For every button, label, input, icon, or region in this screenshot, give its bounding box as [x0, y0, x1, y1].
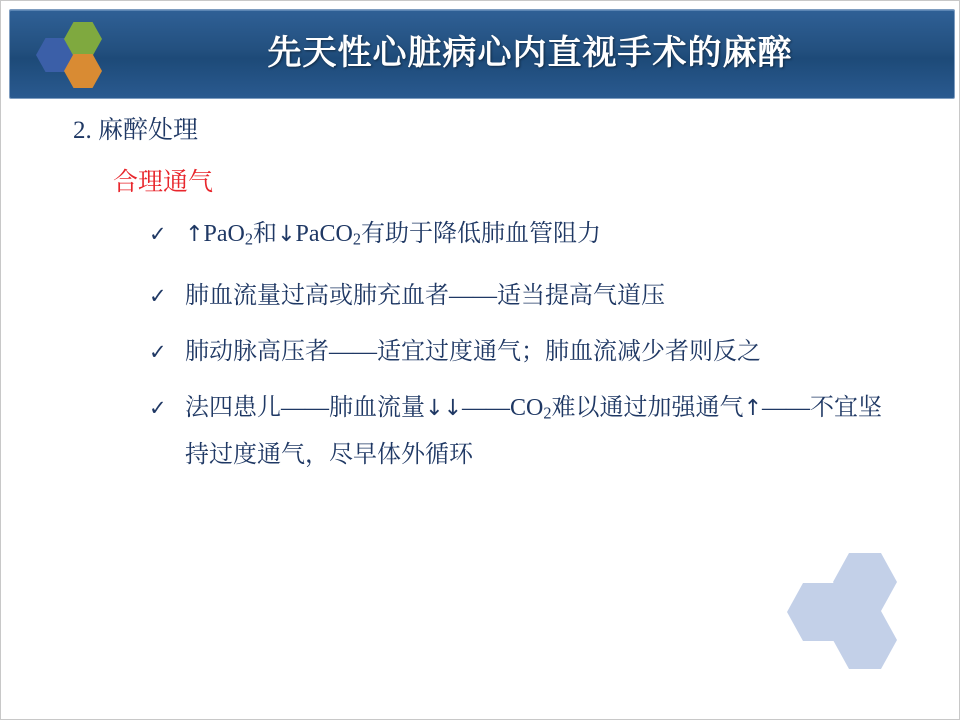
slide-title: 先天性心脏病心内直视手术的麻醉 [267, 35, 793, 72]
logo-hexagon-cluster [36, 22, 126, 88]
checkmark-icon: ✓ [149, 339, 167, 364]
bottom-band [1, 715, 960, 719]
list-item [149, 275, 885, 317]
checkmark-icon: ✓ [149, 283, 167, 308]
list-item-text: 肺血流量过高或肺充血者——适当提高气道压 [185, 282, 665, 309]
list-item [149, 213, 885, 261]
list-item-text: 法四患儿——肺血流量$↓↓——CO_2$难以通过加强通气↑——不宜坚持过度通气，尽早体外循环 [185, 394, 882, 469]
slide-body [1, 111, 960, 490]
bullet-list [1, 213, 960, 476]
title-bar [9, 9, 955, 99]
section-heading: 2. 麻醉处理 [73, 117, 199, 144]
checkmark-icon: ✓ [149, 222, 167, 246]
list-item-text: 肺动脉高压者——适宜过度通气；肺血流减少者则反之 [185, 338, 761, 365]
checkmark-icon: ✓ [149, 395, 167, 420]
decorative-hexagons [773, 553, 913, 673]
section-subheading: 合理通气 [113, 169, 214, 196]
list-item [149, 331, 885, 373]
list-item [149, 387, 885, 477]
list-item-text: ↑PaO$_2$和↓PaCO$_2$有助于降低肺血管阻力 [185, 221, 601, 249]
